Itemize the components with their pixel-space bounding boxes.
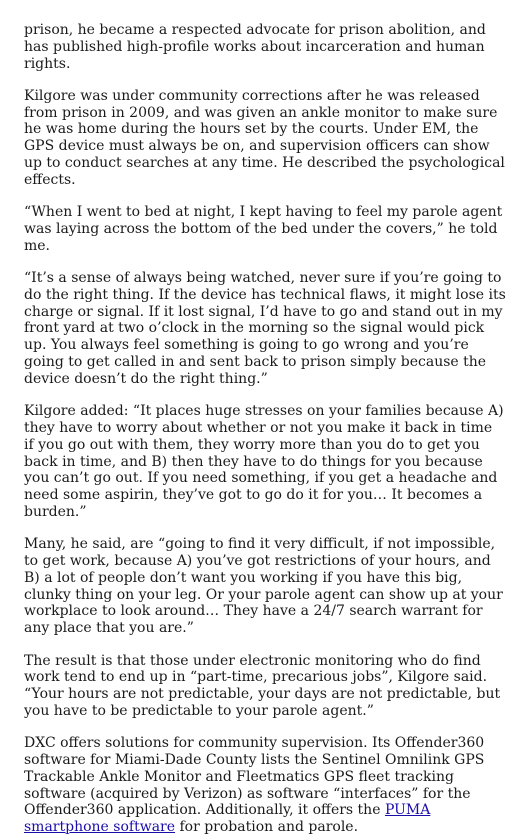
paragraph-community-corrections: Kilgore was under community corrections after he was released from prison in 2009, and was given an ankle monitor to make sure he was home during the hours set by the courts. Under EM, the GPS device must always be on, and supervision officers can show up to conduct searches at any time. He described the psychological effects.: [24, 87, 505, 188]
paragraph-dxc-offender360: [24, 735, 506, 836]
dxc-text-before-link: DXC offers solutions for community supervision. Its Offender360 software for Miami-Dade County lists the Sentinel Omnilink GPS Trackable Ankle Monitor and Fleetmatics GPS fleet tracking software (acquired by Verizon) as software “interfaces” for the Offender360 application. Additionally, it offers the: [24, 735, 485, 819]
paragraph-family-stress-quote: Kilgore added: “It places huge stresses on your families because A) they have to worry about whether or not you make it back in time if you go out with them, they worry more than you do to get you back in time, and B) then they have to do things for you because you can’t go out. If you need something, if you get a headache and need some aspirin, they’ve got to go do it for you… It becomes a burden.”: [24, 403, 504, 520]
paragraph-precarious-jobs: The result is that those under electronic monitoring who do find work tend to end up in “part-time, precarious jobs”, Kilgore said. “Your hours are not predictable, your days are not predictable, but you have to be predictable to your parole agent.”: [24, 652, 501, 719]
paragraph-work-difficulty-quote: Many, he said, are “going to find it very difficult, if not impossible, to get work, because A) you’ve got restrictions of your hours, and B) a lot of people don’t want you working if you have this big, clunky thing on your leg. Or your parole agent can show up at your workplace to look around… They have a 24/7 search warrant for any place that you are.”: [24, 536, 503, 637]
paragraph-always-watched-quote: “It’s a sense of always being watched, never sure if you’re going to do the right thing. If the device has technical flaws, it might lose its charge or signal. If it lost signal, I’d have to go and stand out in my front yard at two o’clock in the morning so the signal would pick up. You always feel something is going to go wrong and you’re going to get called in and sent back to prison simply because the device doesn’t do the right thing.”: [24, 270, 506, 387]
paragraph-parole-agent-quote: “When I went to bed at night, I kept having to feel my parole agent was laying across the bottom of the bed under the covers,” he told me.: [24, 204, 503, 254]
paragraph-prison-advocate: prison, he became a respected advocate for prison abolition, and has published high-profile works about incarceration and human rights.: [24, 22, 486, 72]
puma-smartphone-software-link[interactable]: PUMA smartphone software: [24, 802, 431, 836]
dxc-text-after-link: for probation and parole.: [175, 819, 359, 836]
